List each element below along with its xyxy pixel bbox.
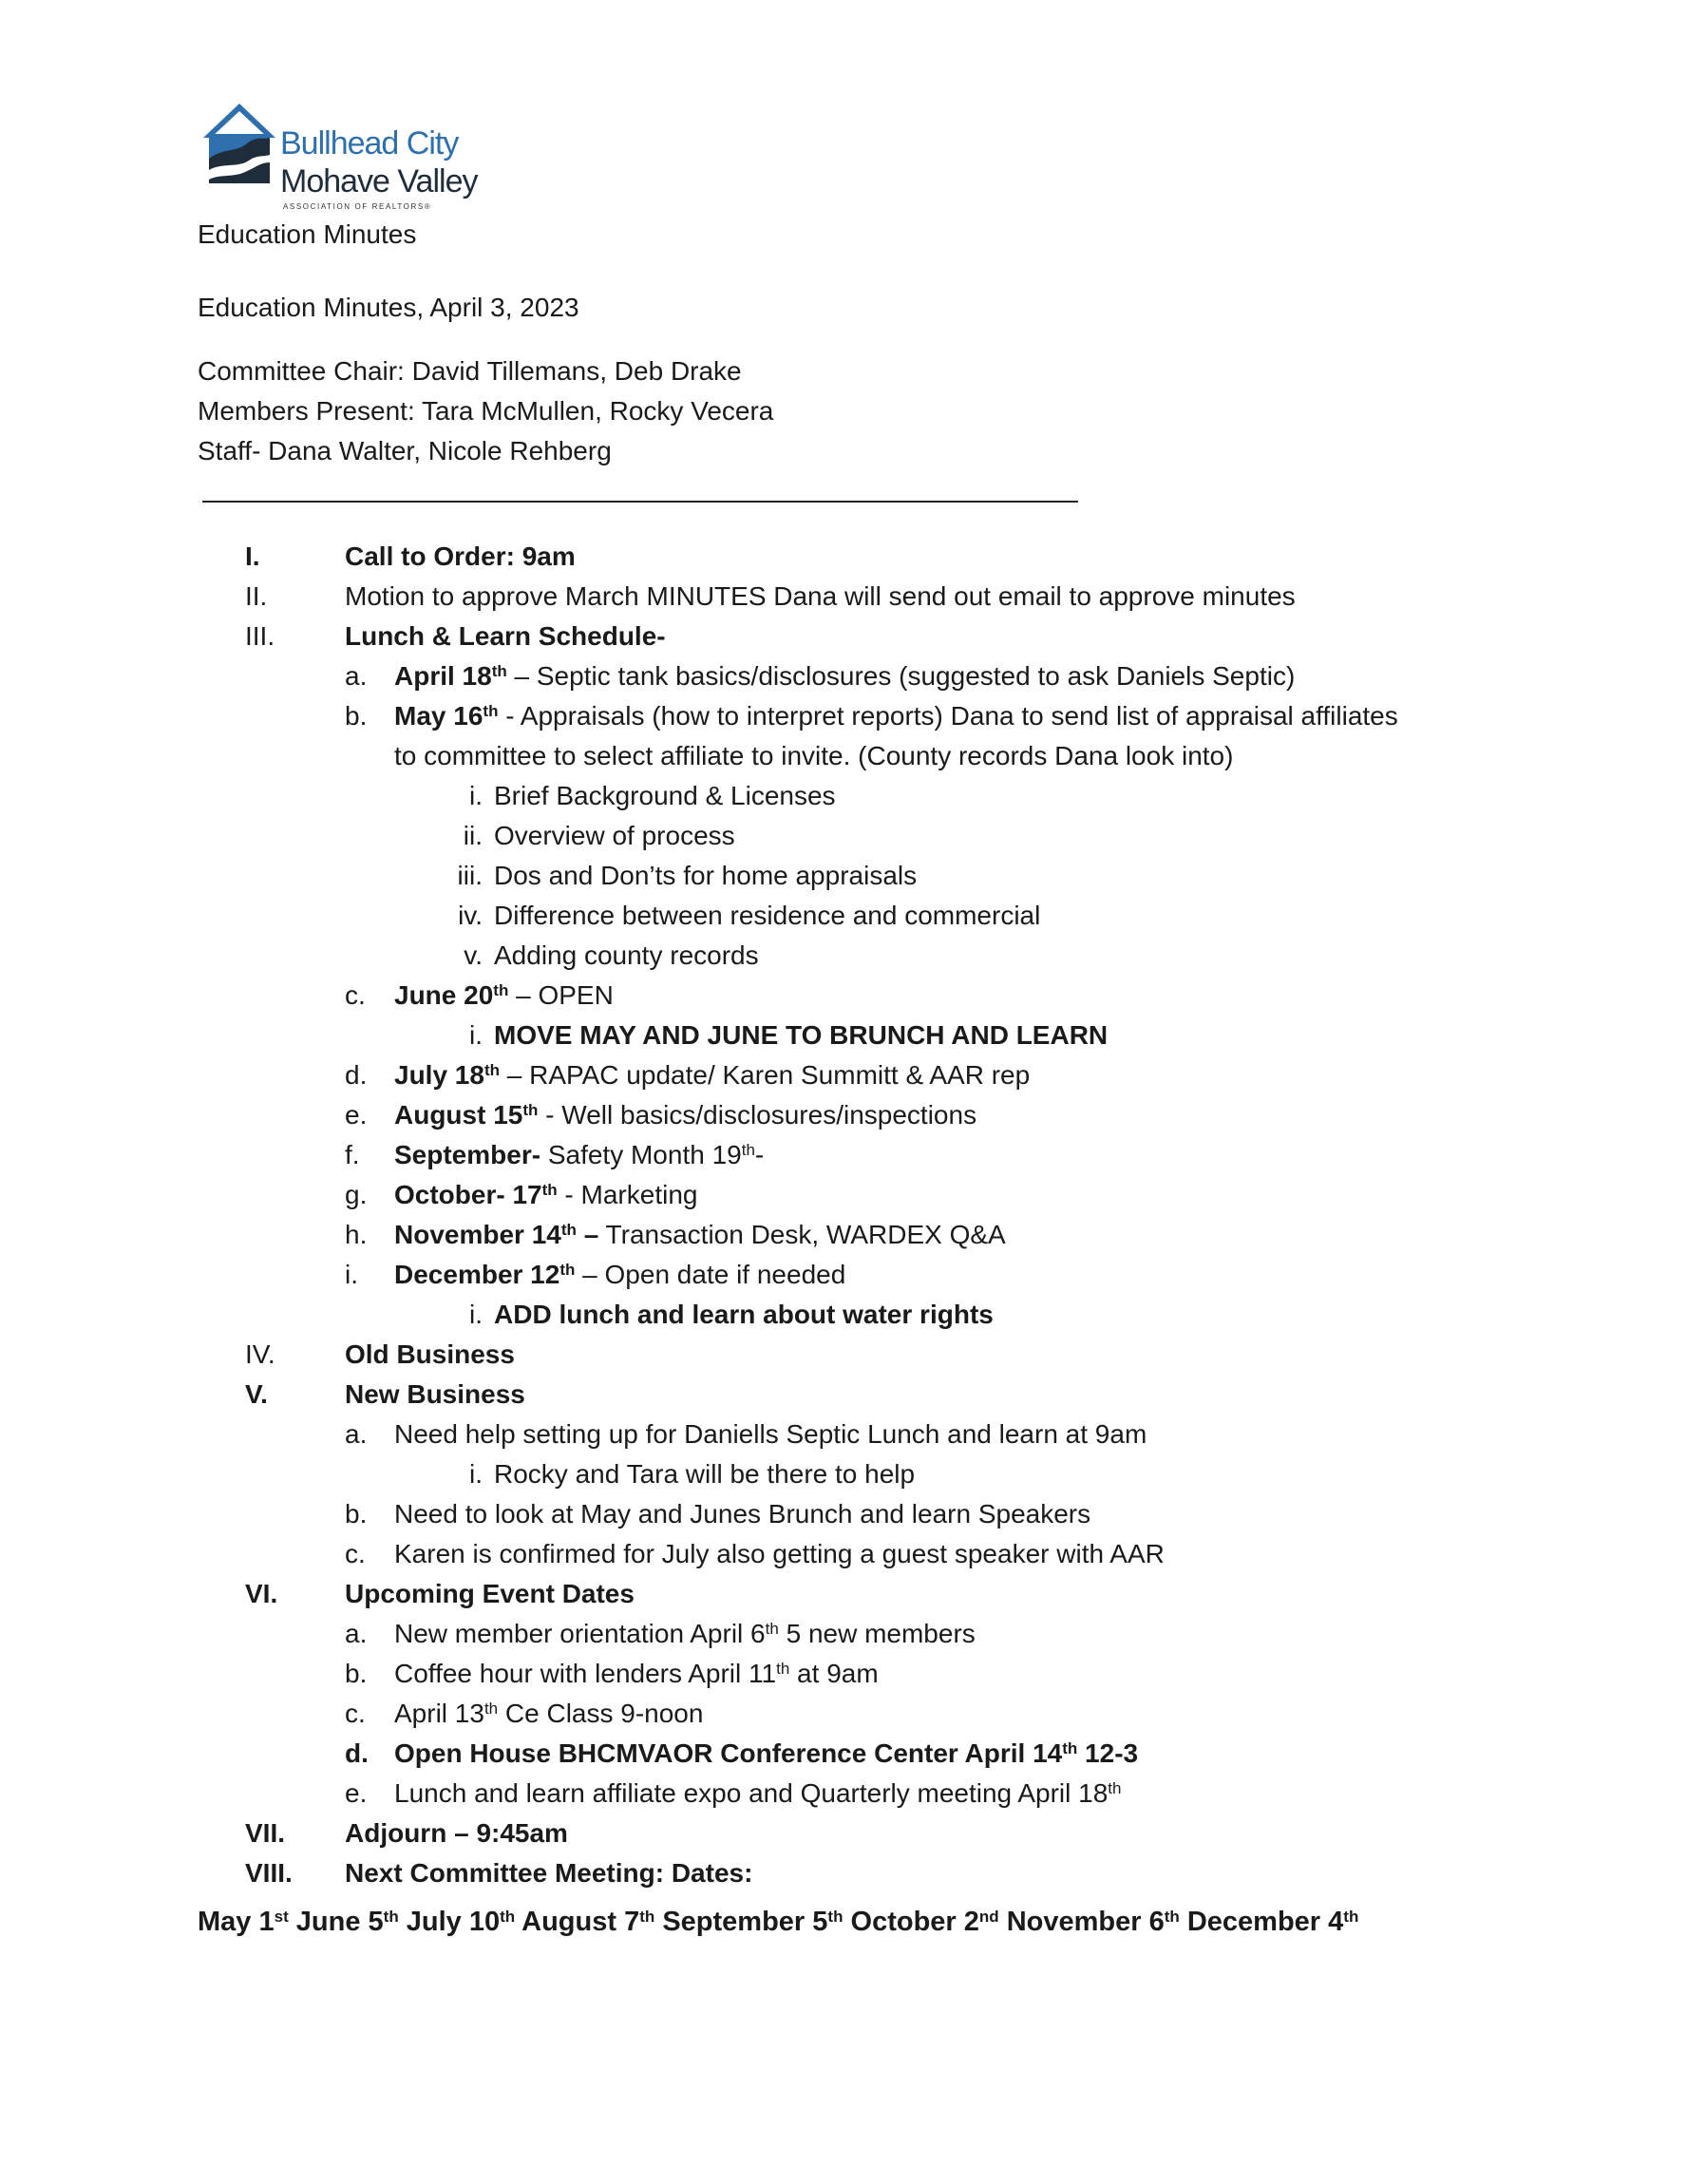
sub-item-text: October- 17th - Marketing [394, 1180, 698, 1209]
item-text: Next Committee Meeting: Dates: [345, 1858, 753, 1888]
sub-item [0, 1255, 1687, 1295]
sub-item-text: June 20th – OPEN [394, 980, 614, 1010]
outline-item [0, 537, 1687, 577]
sub-sub-text: Difference between residence and commercial [494, 901, 1041, 930]
sub-item [0, 1135, 1687, 1175]
item-number: IV. [245, 1339, 275, 1369]
sub-item [0, 1694, 1687, 1734]
outline-item [0, 1335, 1687, 1375]
sub-item-marker: c. [345, 1699, 366, 1728]
sub-item [0, 1774, 1687, 1814]
sub-item [0, 1415, 1687, 1454]
sub-item-text: New member orientation April 6th 5 new members [394, 1619, 976, 1648]
sub-item-marker: a. [345, 1419, 368, 1449]
item-text: Call to Order: 9am [345, 541, 576, 571]
sub-item-marker: b. [345, 1499, 368, 1529]
logo-line-1: Bullhead City [280, 125, 459, 161]
sub-item-text: April 13th Ce Class 9-noon [394, 1699, 704, 1728]
roman-marker: ii. [463, 821, 483, 850]
sub-item [0, 1734, 1687, 1774]
sub-item [0, 1494, 1687, 1534]
sub-item-text: May 16th - Appraisals (how to interpret reports) Dana to send list of appraisal affiliates to committee to select affiliate to invite. (County records Dana look into) [394, 701, 1398, 770]
sub-item-marker: a. [345, 661, 368, 691]
sub-item-marker: c. [345, 980, 366, 1010]
sub-item-marker: h. [345, 1220, 368, 1249]
sub-sub-item [0, 936, 1687, 976]
item-number: II. [245, 581, 268, 611]
sub-item [0, 1095, 1687, 1135]
item-number: III. [245, 621, 275, 651]
sub-item-marker: g. [345, 1180, 368, 1209]
sub-sub-item [0, 1016, 1687, 1055]
logo-house-mountain-icon [199, 100, 279, 187]
sub-sub-item [0, 1295, 1687, 1335]
sub-sub-text: MOVE MAY AND JUNE TO BRUNCH AND LEARN [494, 1020, 1109, 1050]
item-text: Lunch & Learn Schedule- [345, 621, 666, 651]
sub-item-marker: a. [345, 1619, 368, 1648]
sub-sub-text: Brief Background & Licenses [494, 781, 836, 810]
meeting-date: May 1st [198, 1907, 289, 1937]
logo-tagline: ASSOCIATION OF REALTORS® [283, 202, 432, 211]
item-text: Adjourn – 9:45am [345, 1818, 568, 1848]
sub-item-text: December 12th – Open date if needed [394, 1260, 846, 1289]
sub-item-marker: c. [345, 1539, 366, 1568]
outline-item [0, 1814, 1687, 1853]
minutes-date: Education Minutes, April 3, 2023 [198, 293, 579, 322]
item-text: Old Business [345, 1339, 515, 1369]
sub-sub-text: Dos and Don’ts for home appraisals [494, 861, 918, 890]
item-number: VI. [245, 1579, 278, 1608]
sub-item-marker: i. [345, 1260, 358, 1289]
outline-item [0, 577, 1687, 617]
sub-sub-item [0, 856, 1687, 896]
sub-item-marker: b. [345, 1659, 368, 1688]
sub-item [0, 1055, 1687, 1095]
meeting-date: October 2nd [843, 1907, 999, 1937]
outline-item [0, 1574, 1687, 1614]
sub-sub-item [0, 896, 1687, 936]
sub-item-text: Need help setting up for Daniells Septic Lunch and learn at 9am [394, 1419, 1147, 1449]
item-number: VII. [245, 1818, 286, 1848]
committee-chair: Committee Chair: David Tillemans, Deb Drake [198, 356, 742, 386]
sub-item [0, 1614, 1687, 1654]
item-number: VIII. [245, 1858, 293, 1888]
sub-item [0, 1175, 1687, 1215]
roman-marker: v. [464, 940, 483, 970]
sub-item-text: July 18th – RAPAC update/ Karen Summitt & AAR rep [394, 1060, 1031, 1090]
item-number: V. [245, 1379, 268, 1409]
divider-line [202, 501, 1078, 503]
sub-sub-text: Overview of process [494, 821, 735, 850]
outline-item [0, 1375, 1687, 1415]
sub-item-text: Lunch and learn affiliate expo and Quarterly meeting April 18th [394, 1778, 1122, 1808]
sub-item-text: November 14th – Transaction Desk, WARDEX Q&A [394, 1220, 1006, 1249]
sub-item-marker: d. [345, 1060, 368, 1090]
sub-item [0, 696, 1687, 776]
roman-marker: iv. [458, 901, 483, 930]
roman-marker: i. [469, 1459, 483, 1489]
item-text: Motion to approve March MINUTES Dana will send out email to approve minutes [345, 581, 1296, 611]
sub-item [0, 1654, 1687, 1694]
staff-list: Staff- Dana Walter, Nicole Rehberg [198, 436, 612, 465]
sub-item [0, 1215, 1687, 1255]
meeting-date: July 10th [398, 1907, 516, 1937]
sub-item [0, 1534, 1687, 1574]
sub-sub-item [0, 1454, 1687, 1494]
logo-wordmark [280, 124, 478, 200]
sub-item-marker: b. [345, 701, 368, 731]
roman-marker: i. [469, 1020, 483, 1050]
meeting-date: August 7th [515, 1907, 655, 1937]
sub-item-marker: e. [345, 1100, 368, 1130]
roman-marker: i. [469, 781, 483, 810]
sub-item-text: August 15th - Well basics/disclosures/inspections [394, 1100, 977, 1130]
sub-item-text: April 18th – Septic tank basics/disclosures (suggested to ask Daniels Septic) [394, 661, 1296, 691]
sub-item [0, 656, 1687, 696]
meeting-date: December 4th [1179, 1907, 1359, 1937]
outline-item [0, 617, 1687, 656]
association-logo [199, 100, 478, 214]
item-number: I. [245, 541, 260, 571]
sub-item [0, 976, 1687, 1016]
roman-marker: i. [469, 1300, 483, 1329]
minutes-outline [0, 537, 1687, 1893]
sub-item-marker: f. [345, 1140, 360, 1169]
sub-sub-text: Adding county records [494, 940, 759, 970]
members-present: Members Present: Tara McMullen, Rocky Vecera [198, 396, 774, 426]
sub-item-text: Open House BHCMVAOR Conference Center April 14th 12-3 [394, 1738, 1139, 1768]
sub-item-text: Need to look at May and Junes Brunch and learn Speakers [394, 1499, 1091, 1529]
sub-item-text: Coffee hour with lenders April 11th at 9am [394, 1659, 879, 1688]
roman-marker: iii. [457, 861, 483, 890]
meeting-date: September 5th [654, 1907, 844, 1937]
logo-line-2: Mohave Valley [280, 163, 478, 199]
sub-sub-text: Rocky and Tara will be there to help [494, 1459, 916, 1489]
sub-sub-item [0, 776, 1687, 816]
item-text: New Business [345, 1379, 525, 1409]
document-title: Education Minutes [198, 219, 417, 249]
sub-item-text: September- Safety Month 19th- [394, 1140, 765, 1169]
sub-sub-item [0, 816, 1687, 856]
item-text: Upcoming Event Dates [345, 1579, 635, 1608]
next-meeting-dates [198, 1905, 1358, 1939]
sub-sub-text: ADD lunch and learn about water rights [494, 1300, 994, 1329]
sub-item-marker: e. [345, 1778, 368, 1808]
meeting-date: June 5th [288, 1907, 399, 1937]
sub-item-text: Karen is confirmed for July also getting a guest speaker with AAR [394, 1539, 1165, 1568]
outline-item [0, 1853, 1687, 1893]
sub-item-marker: d. [345, 1738, 369, 1768]
meeting-date: November 6th [998, 1907, 1180, 1937]
